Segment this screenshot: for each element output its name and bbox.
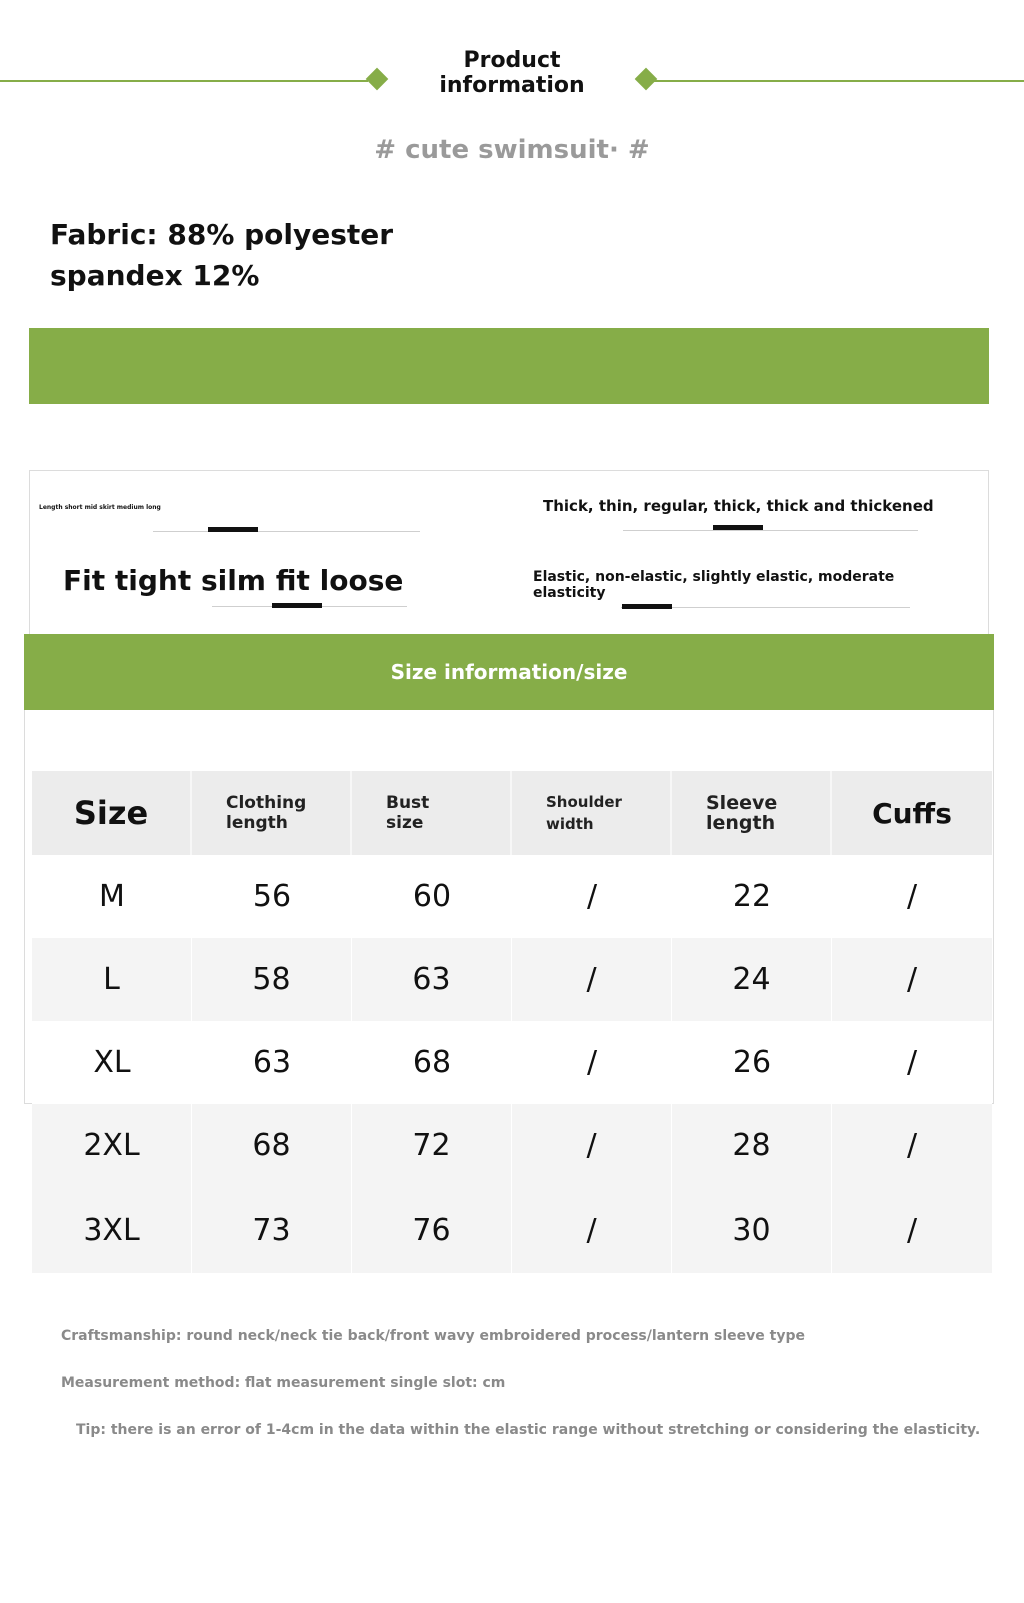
cell-sleeve-length: 24: [672, 938, 832, 1021]
header-clothing-length-label: [226, 793, 316, 833]
cell-cuffs: /: [906, 879, 918, 914]
cell-sleeve-length: 26: [732, 1045, 772, 1080]
header-bust-size: [352, 771, 512, 855]
thickness-scale-marker: [713, 525, 763, 530]
fabric-info: [50, 214, 393, 296]
size-info-banner: Size information/size: [24, 634, 994, 710]
table-row: [32, 1021, 992, 1104]
diamond-left-icon: [366, 68, 389, 91]
craftsmanship-note: Craftsmanship: round neck/neck tie back/front wavy embroidered process/lantern sleeve type: [61, 1328, 805, 1344]
green-banner: [29, 328, 989, 404]
cell-size: 3XL: [32, 1187, 192, 1273]
cell-clothing-length: 56: [252, 879, 292, 914]
cell-cuffs: /: [906, 1128, 918, 1163]
tip-note: Tip: there is an error of 1-4cm in the data within the elastic range without stretching or considering the elasticity.: [76, 1422, 981, 1438]
header-shoulder-width-label: [546, 791, 636, 835]
page-title: [412, 48, 612, 98]
attribute-panel: [29, 470, 989, 635]
length-scale: [153, 531, 420, 532]
title-line-1: Product: [463, 48, 561, 73]
cell-clothing-length: 68: [192, 1104, 352, 1187]
fabric-line-2: spandex 12%: [50, 259, 260, 292]
header-line-right: [654, 80, 1024, 82]
header-sleeve-length-label: [706, 793, 796, 833]
cell-sleeve-length: 28: [672, 1104, 832, 1187]
cell-size: M: [99, 879, 125, 914]
fit-scale-marker: [272, 603, 322, 608]
table-row: [32, 938, 992, 1021]
cell-bust-size: 76: [352, 1187, 512, 1273]
cell-shoulder-width: /: [586, 879, 598, 914]
cell-size: XL: [93, 1045, 131, 1080]
cell-bust-size: 72: [352, 1104, 512, 1187]
cell-cuffs: /: [906, 962, 918, 997]
measurement-note: Measurement method: flat measurement single slot: cm: [61, 1375, 506, 1391]
header-clothing-line-2: length: [226, 813, 288, 833]
elasticity-line-2: elasticity: [533, 585, 606, 601]
cell-clothing-length: 73: [192, 1187, 352, 1273]
elasticity-scale-marker: [622, 604, 672, 609]
thickness-label: Thick, thin, regular, thick, thick and thickened: [543, 497, 934, 515]
cell-size: 2XL: [32, 1104, 192, 1187]
title-line-2: information: [439, 73, 585, 98]
product-subtitle: # cute swimsuit· #: [374, 135, 650, 165]
fabric-line-1: Fabric: 88% polyester: [50, 218, 394, 251]
cell-clothing-length: 58: [192, 938, 352, 1021]
cell-sleeve-length: 22: [732, 879, 772, 914]
cell-clothing-length: 63: [252, 1045, 292, 1080]
cell-bust-size: 60: [412, 879, 452, 914]
cell-cuffs: /: [906, 1212, 918, 1248]
cell-shoulder-width: /: [586, 1045, 598, 1080]
cell-size: L: [32, 938, 192, 1021]
cell-cuffs: /: [906, 1045, 918, 1080]
header-clothing-line-1: Clothing: [226, 793, 307, 813]
elasticity-label: [533, 569, 894, 601]
header-bust-size-label: [386, 793, 476, 833]
cell-sleeve-length: 30: [672, 1187, 832, 1273]
table-row: [32, 855, 992, 938]
header-line-left: [0, 80, 368, 82]
header-sleeve-length: [672, 771, 832, 855]
table-header-row: [32, 771, 992, 855]
elasticity-line-1: Elastic, non-elastic, slightly elastic, moderate: [533, 569, 895, 585]
header-shoulder-line-2: width: [546, 815, 594, 833]
header-sleeve-line-2: length: [706, 812, 776, 834]
header-clothing-length: [192, 771, 352, 855]
header-shoulder-width: [512, 771, 672, 855]
cell-shoulder-width: /: [512, 1104, 672, 1187]
cell-shoulder-width: /: [512, 938, 672, 1021]
table-row: [32, 1104, 992, 1187]
cell-bust-size: 63: [352, 938, 512, 1021]
header-size-label: Size: [73, 794, 149, 832]
diamond-right-icon: [635, 68, 658, 91]
header-bust-line-2: size: [386, 813, 424, 833]
header-cuffs-label: Cuffs: [872, 796, 952, 830]
header-size: [32, 771, 192, 855]
fit-label: Fit tight silm fit loose: [63, 564, 404, 597]
size-table: [32, 771, 992, 1273]
cell-shoulder-width: /: [512, 1187, 672, 1273]
table-row: [32, 1187, 992, 1273]
thickness-scale: [623, 530, 918, 531]
header-sleeve-line-1: Sleeve: [706, 792, 778, 814]
header-shoulder-line-1: Shoulder: [546, 793, 622, 811]
header-bust-line-1: Bust: [386, 793, 430, 813]
cell-bust-size: 68: [412, 1045, 452, 1080]
length-label: Length short mid skirt medium long: [39, 504, 161, 511]
length-scale-marker: [208, 527, 258, 532]
header-cuffs: [832, 771, 992, 855]
